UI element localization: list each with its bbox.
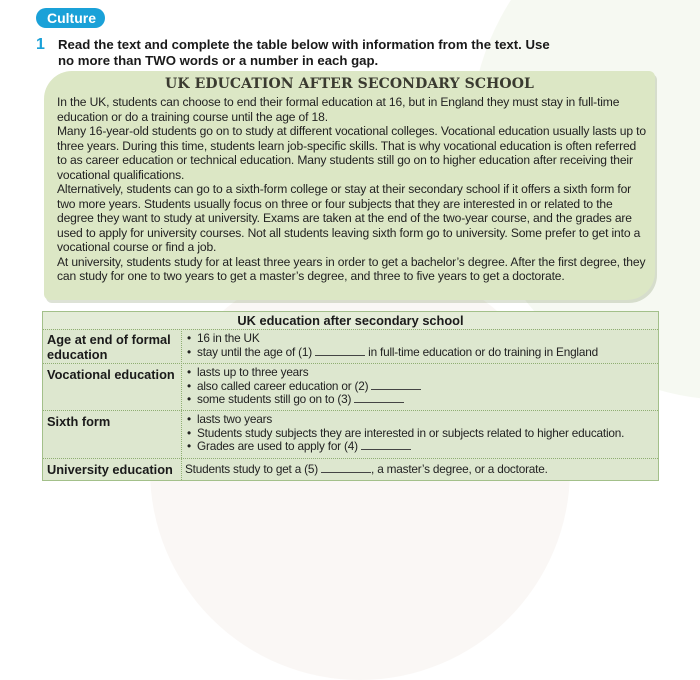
row-divider [43,363,658,364]
table-row-item: • lasts up to three years [185,366,655,380]
table-row-item: • Students study subjects they are interested in or subjects related to higher education. [185,427,655,441]
reading-paragraph: At university, students study for at least three years in order to get a bachelor’s degree. After the first degree, they can study for one to two years to get a master’s degree, and three to five years to get a doctorate. [57,254,646,283]
table-row-item: • lasts two years [185,413,655,427]
item-text: also called career education or (2) [197,378,369,393]
reading-paragraph: Alternatively, students can go to a sixth-form college or stay at their secondary school if it offers a sixth form for two more years. Students usually focus on three or four subjects that they are interested in or related to the degree they want to study at university. Exams are taken at the end of the two-year course, and the grades are used to apply for university courses. Not all students leaving sixth form go to university. Some prefer to get into a vocational course or find a job. [57,182,641,254]
table-title: UK education after secondary school [43,312,658,329]
column-divider [181,329,182,480]
answer-gap-3[interactable] [354,393,404,403]
answer-gap-5[interactable] [321,463,371,473]
row-header-vocational: Vocational education [47,367,175,382]
instruction-line: Read the text and complete the table below with information from the text. Use [58,37,550,52]
item-text: stay until the age of (1) [197,344,313,359]
row-cell-university [185,463,655,477]
reading-body [57,95,649,284]
answer-gap-1[interactable] [315,346,365,356]
item-text: Students study to get a (5) [185,462,318,476]
row-cell-age [185,332,655,359]
row-header-age: Age at end of formal education [47,332,171,362]
answer-gap-2[interactable] [371,380,421,390]
row-header-university: University education [47,462,173,477]
reading-paragraph: In the UK, students can choose to end their formal education at 16, but in England they must stay in full-time education or do a training course until the age of 18. [57,95,620,124]
item-text: in full-time education or do training in England [368,344,598,359]
item-text: , a master’s degree, or a doctorate. [371,462,548,476]
table-row-item [185,380,655,394]
section-badge: Culture [36,8,105,28]
reading-paragraph: Many 16-year-old students go on to study at different vocational colleges. Vocational education usually lasts up to three years. During this time, students learn job-specific skills. That is why vocational education is often referred to as career education or technical education. Many students still go on to higher education after receiving their vocational qualifications. [57,124,646,182]
table-row-item [185,346,655,360]
row-divider [43,458,658,459]
row-divider [43,329,658,330]
reading-text-box [44,71,655,300]
education-table [42,311,659,481]
table-row-item [185,393,655,407]
exercise-instruction [58,37,658,69]
item-text: Grades are used to apply for (4) [197,439,358,454]
row-cell-sixth-form [185,413,655,454]
table-row-item: • 16 in the UK [185,332,655,346]
instruction-line: no more than TWO words or a number in each gap. [58,53,379,68]
row-divider [43,410,658,411]
row-cell-vocational [185,366,655,407]
table-row-item [185,440,655,454]
row-header-sixth-form: Sixth form [47,414,111,429]
answer-gap-4[interactable] [361,440,411,450]
exercise-number: 1 [36,36,45,53]
reading-title: UK EDUCATION AFTER SECONDARY SCHOOL [165,76,534,92]
item-text: some students still go on to (3) [197,392,352,407]
